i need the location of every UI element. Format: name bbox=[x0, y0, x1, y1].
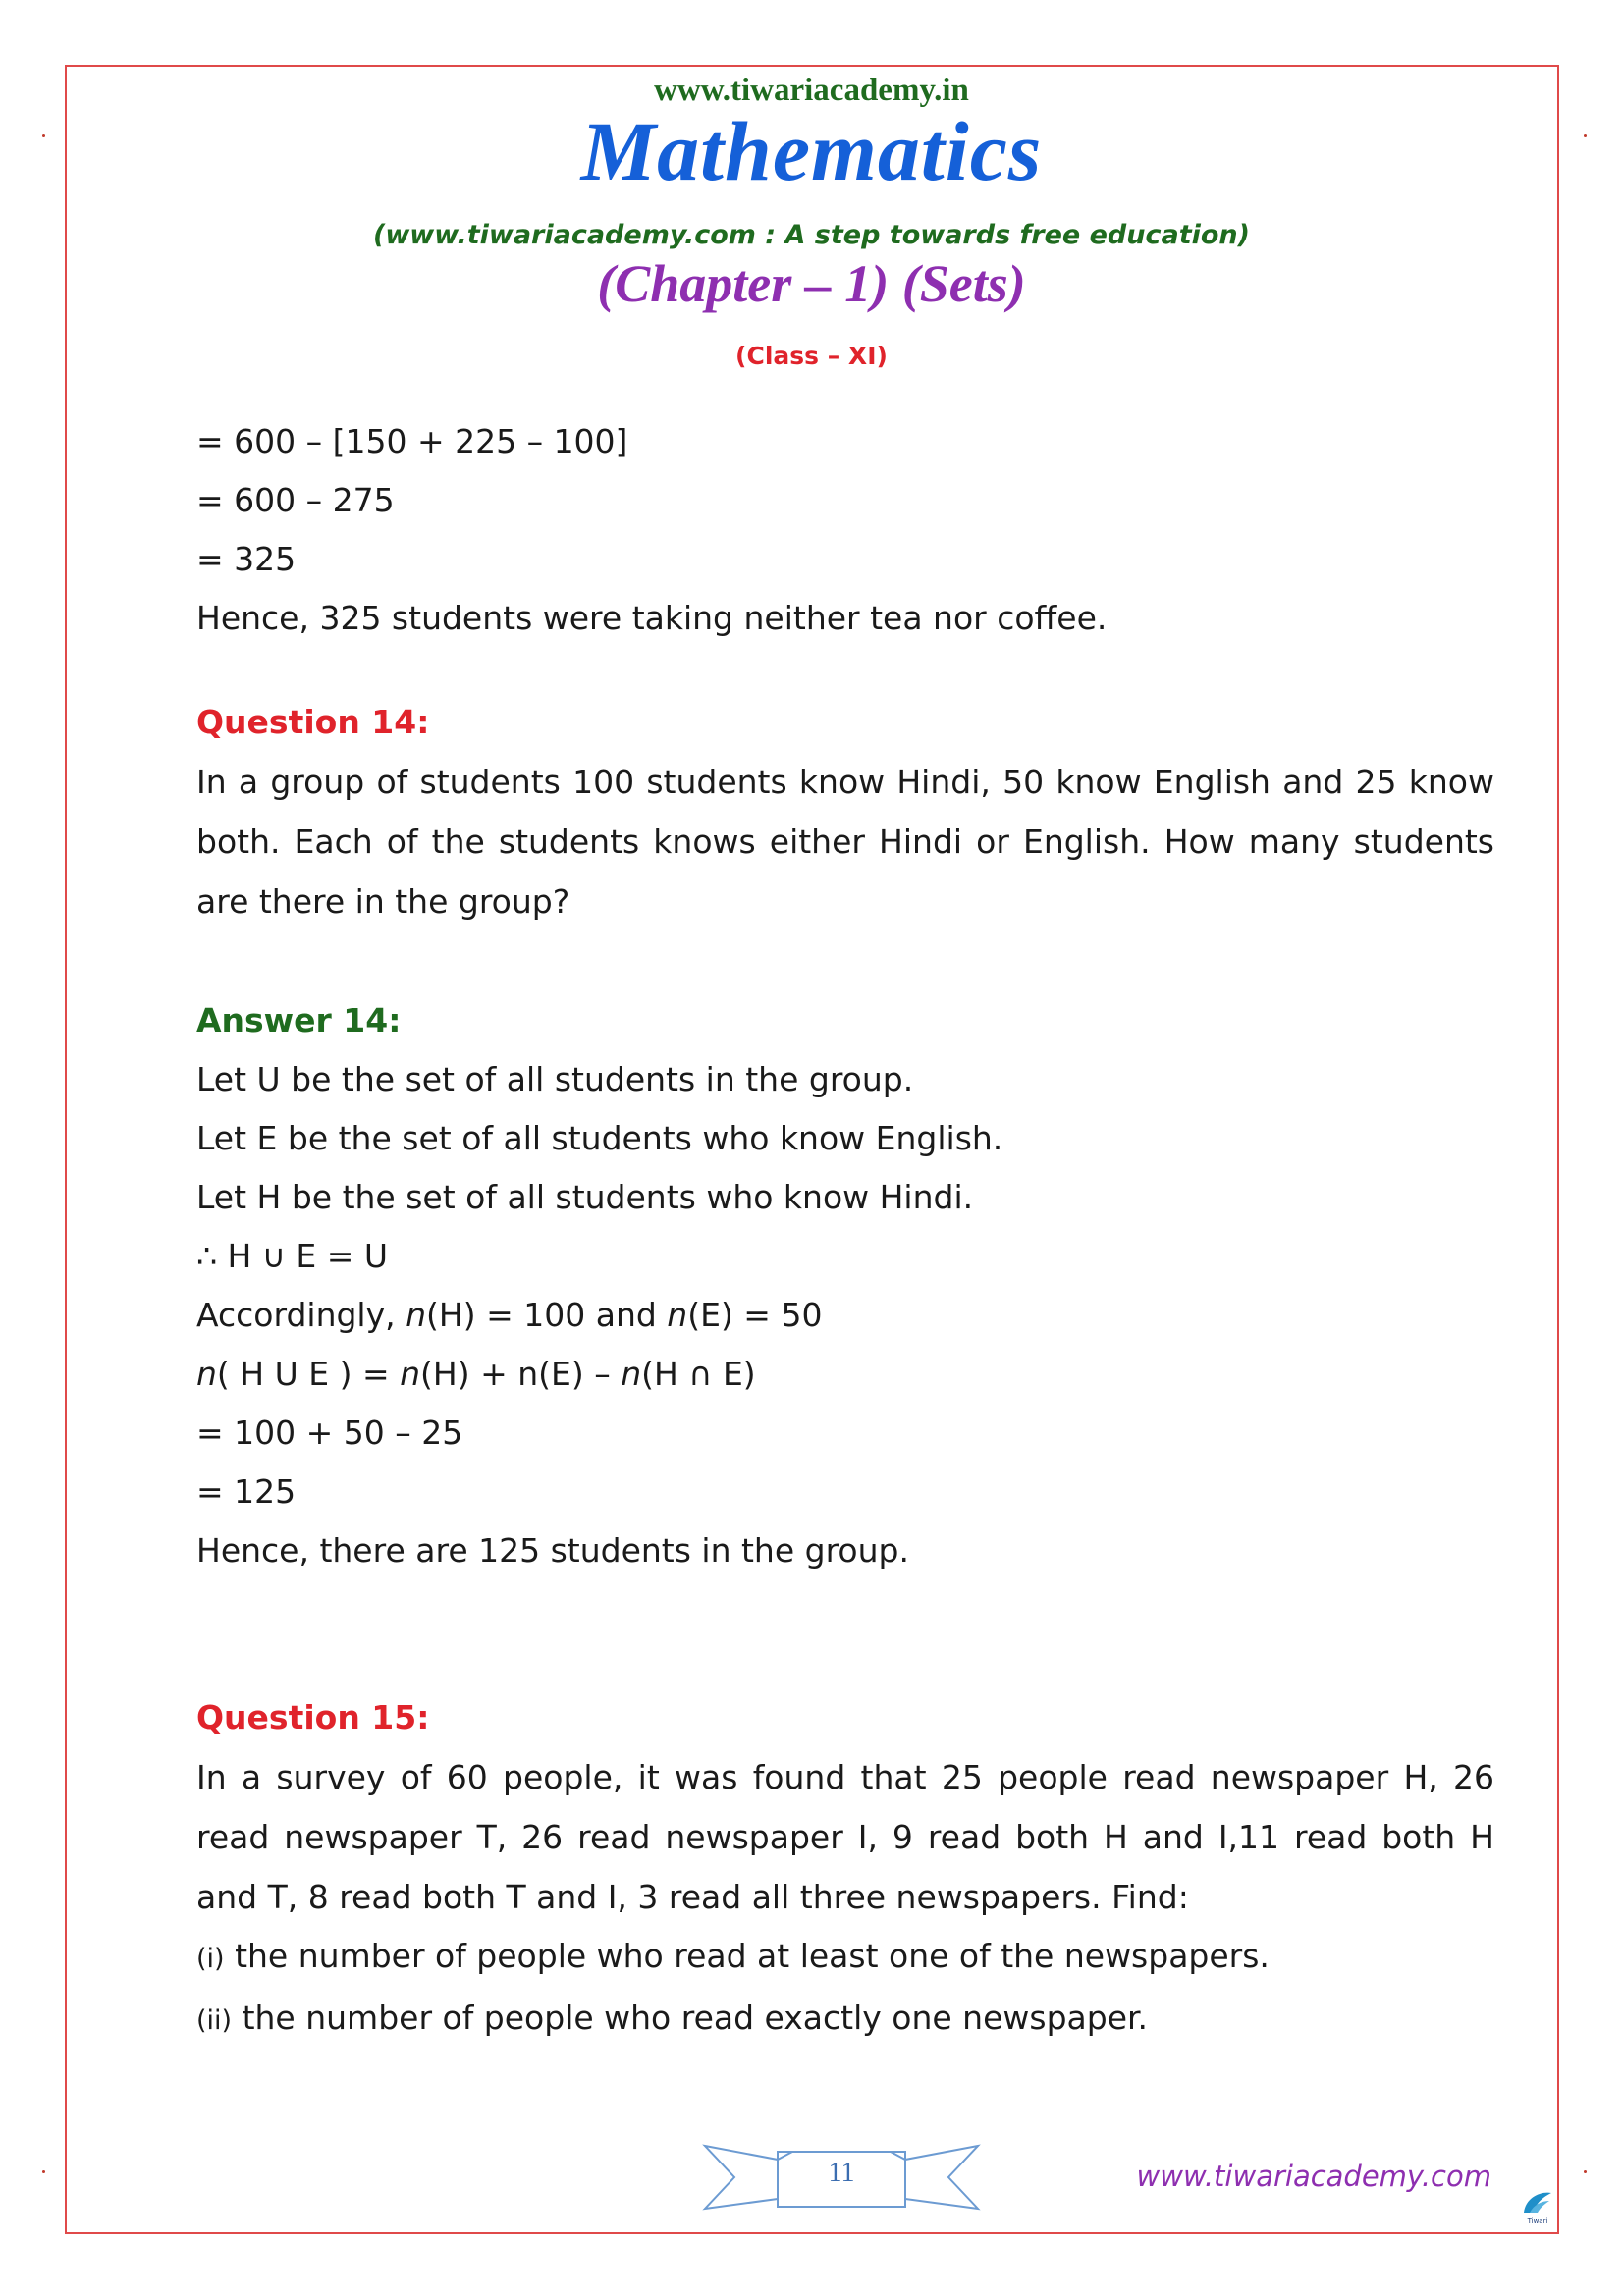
formula-text: (H) = 100 and bbox=[426, 1296, 668, 1334]
class-label: (Class – XI) bbox=[735, 342, 888, 370]
item-marker: (ii) bbox=[196, 2005, 233, 2036]
answer-line bbox=[196, 1286, 1494, 1345]
header-tagline: (www.tiwariacademy.com : A step towards free education) bbox=[373, 220, 1250, 250]
page-title: Mathematics bbox=[580, 104, 1043, 198]
formula-text: (E) = 50 bbox=[687, 1296, 823, 1334]
formula-n: n bbox=[400, 1355, 421, 1393]
formula-text: Accordingly, bbox=[196, 1296, 406, 1334]
answer-line: = 100 + 50 – 25 bbox=[196, 1414, 463, 1452]
answer-line: Let E be the set of all students who know English. bbox=[196, 1119, 1003, 1157]
item-text: the number of people who read at least one of the newspapers. bbox=[235, 1937, 1270, 1975]
intro-block bbox=[196, 412, 1494, 648]
header-site-link[interactable]: www.tiwariacademy.in bbox=[654, 73, 969, 108]
answer-line: ∴ H ∪ E = U bbox=[196, 1237, 389, 1275]
formula-n: n bbox=[406, 1296, 427, 1334]
item-marker: (i) bbox=[196, 1944, 225, 1974]
question-15-item bbox=[196, 1927, 1494, 1989]
answer-line bbox=[196, 1345, 1494, 1404]
tiwari-logo-icon bbox=[1520, 2187, 1555, 2226]
question-14 bbox=[196, 693, 1494, 932]
answer-line: = 125 bbox=[196, 1472, 297, 1511]
question-15 bbox=[196, 1688, 1494, 2051]
intro-line: = 325 bbox=[196, 540, 297, 578]
answer-line: Let U be the set of all students in the group. bbox=[196, 1060, 914, 1098]
item-text: the number of people who read exactly one newspaper. bbox=[242, 1999, 1149, 2037]
formula-n: n bbox=[196, 1355, 217, 1393]
question-15-item bbox=[196, 1989, 1494, 2051]
formula-n: n bbox=[621, 1355, 642, 1393]
logo-text: Tiwari bbox=[1527, 2217, 1548, 2225]
intro-line: = 600 – [150 + 225 – 100] bbox=[196, 422, 628, 460]
intro-conclusion: Hence, 325 students were taking neither tea nor coffee. bbox=[196, 599, 1108, 637]
question-14-text: In a group of students 100 students know Hindi, 50 know English and 25 know both. Each of the students knows either Hindi or English. How many students are there in the group? bbox=[196, 763, 1494, 921]
answer-conclusion: Hence, there are 125 students in the group. bbox=[196, 1531, 909, 1570]
question-14-heading: Question 14: bbox=[196, 703, 430, 741]
intro-line: = 600 – 275 bbox=[196, 481, 395, 519]
page-number: 11 bbox=[828, 2158, 855, 2188]
question-15-text: In a survey of 60 people, it was found that 25 people read newspaper H, 26 read newspaper T, 26 read newspaper I, 9 read both H and I,11 read both H and T, 8 read both T and I, 3 read all three newspapers. Find: bbox=[196, 1758, 1494, 1916]
formula-text: (H) + n(E) – bbox=[420, 1355, 622, 1393]
formula-text: (H ∩ E) bbox=[641, 1355, 756, 1393]
question-15-heading: Question 15: bbox=[196, 1698, 430, 1736]
footer-site-link[interactable]: www.tiwariacademy.com bbox=[1136, 2160, 1491, 2193]
formula-n: n bbox=[667, 1296, 688, 1334]
corner-dot bbox=[42, 2170, 45, 2173]
answer-line: Let H be the set of all students who know Hindi. bbox=[196, 1178, 974, 1216]
corner-dot bbox=[1584, 2170, 1587, 2173]
answer-14 bbox=[196, 991, 1494, 1580]
chapter-heading: (Chapter – 1) (Sets) bbox=[597, 254, 1026, 313]
formula-text: ( H U E ) = bbox=[216, 1355, 401, 1393]
answer-14-heading: Answer 14: bbox=[196, 1001, 402, 1040]
